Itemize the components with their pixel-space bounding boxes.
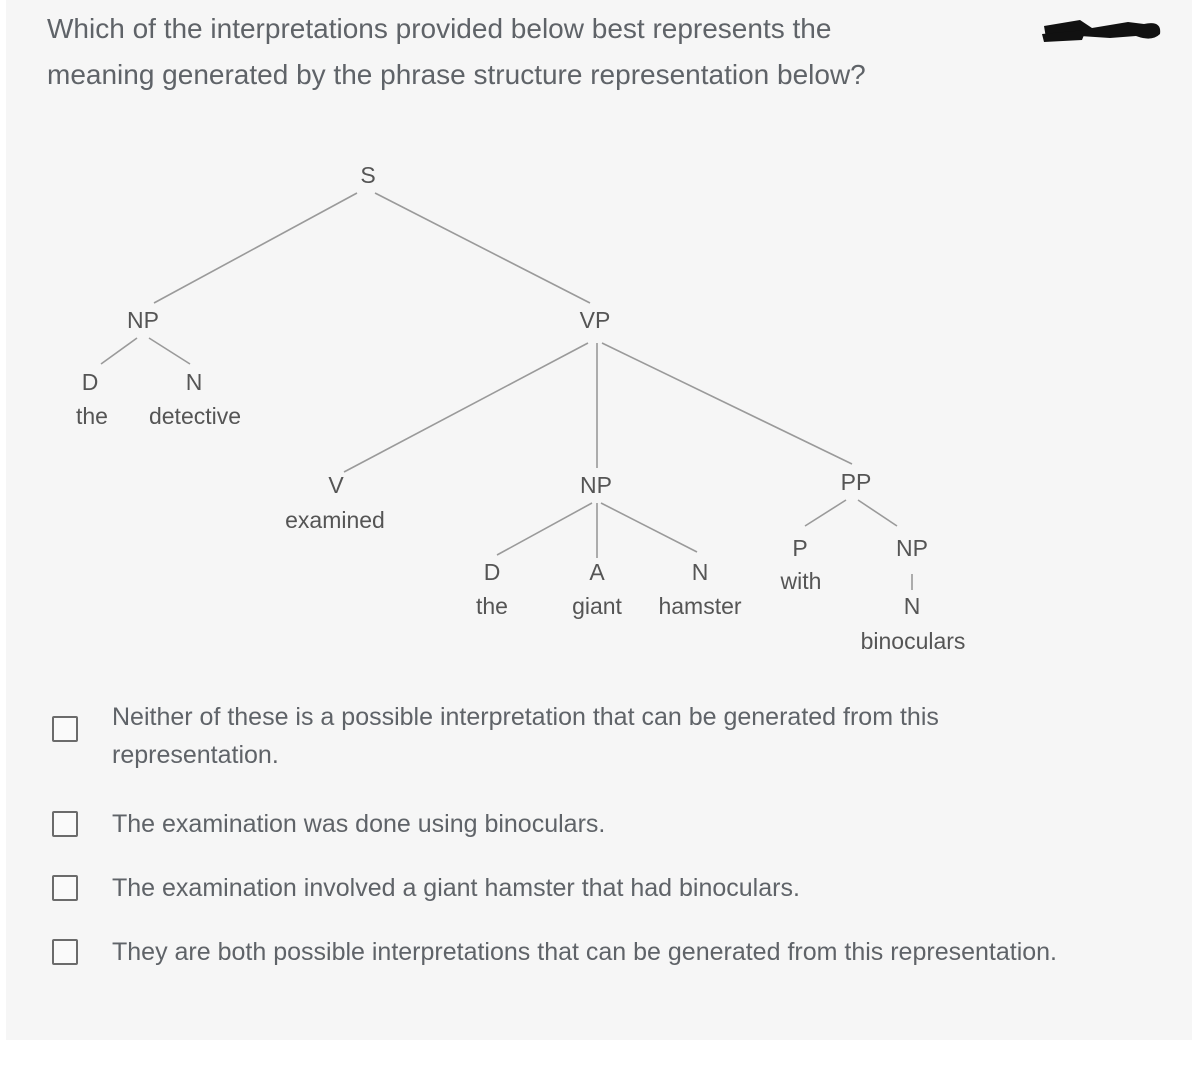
branch-pp-np — [858, 500, 897, 526]
tree-word-the-subject: the — [76, 403, 108, 429]
option-hamster-had-binoculars-label: The examination involved a giant hamster that had binoculars. — [112, 874, 800, 902]
tree-word-examined: examined — [285, 507, 385, 533]
branch-np-n — [149, 338, 190, 364]
tree-node-n-pp: N — [903, 593, 921, 619]
answer-option-binoculars-used[interactable] — [52, 805, 1162, 843]
tree-node-v: V — [328, 472, 344, 498]
tree-node-np-object: NP — [580, 472, 612, 498]
answer-option-neither[interactable] — [52, 698, 1162, 774]
tree-word-detective: detective — [148, 403, 242, 429]
tree-node-a: A — [589, 559, 605, 585]
checkbox-option-hamster-had-binoculars[interactable] — [52, 875, 78, 901]
branch-vp-pp — [602, 343, 852, 464]
tree-node-d-subject: D — [81, 369, 99, 395]
tree-node-np-subject: NP — [127, 307, 159, 333]
question-line-2: meaning generated by the phrase structure representation below? — [47, 59, 866, 90]
tree-node-p: P — [792, 535, 808, 561]
checkbox-option-binoculars-used[interactable] — [52, 811, 78, 837]
answer-option-both[interactable] — [52, 933, 1162, 971]
option-binoculars-used-label: The examination was done using binoculars. — [112, 810, 606, 838]
branch-pp-p — [805, 500, 846, 526]
branch-np-n2 — [601, 503, 697, 552]
option-neither-label — [112, 698, 939, 774]
tree-word-the-object: the — [476, 593, 508, 619]
branch-s-vp — [375, 193, 590, 303]
branch-s-np — [154, 193, 357, 303]
tree-node-vp: VP — [579, 307, 611, 333]
tree-node-d-object: D — [483, 559, 501, 585]
tree-word-giant: giant — [572, 593, 622, 619]
branch-vp-v — [344, 343, 588, 472]
tree-word-with: with — [780, 568, 822, 594]
tree-word-hamster: hamster — [658, 593, 742, 619]
option-neither-line-1: Neither of these is a possible interpretation that can be generated from this — [112, 703, 939, 731]
tree-node-pp: PP — [840, 469, 872, 495]
tree-node-n-object: N — [691, 559, 709, 585]
tree-node-n-subject: N — [185, 369, 203, 395]
checkbox-option-both[interactable] — [52, 939, 78, 965]
option-neither-line-2: representation. — [112, 741, 279, 769]
checkbox-option-neither[interactable] — [52, 716, 78, 742]
branch-np-d — [101, 338, 137, 364]
tree-node-s: S — [360, 162, 376, 188]
question-line-1: Which of the interpretations provided below best represents the — [47, 13, 832, 44]
answer-option-hamster-had-binoculars[interactable] — [52, 869, 1162, 907]
tree-word-binoculars: binoculars — [860, 628, 966, 654]
tree-node-np-pp: NP — [896, 535, 928, 561]
option-both-label: They are both possible interpretations that can be generated from this representation. — [112, 938, 1058, 966]
branch-np-d2 — [497, 503, 592, 555]
